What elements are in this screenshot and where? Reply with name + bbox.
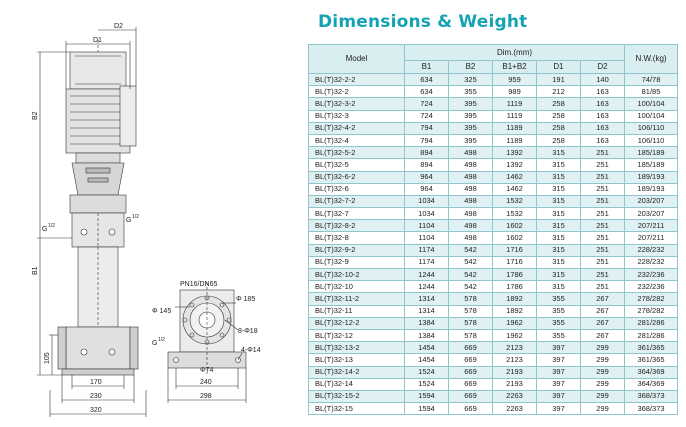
table-cell-nw: 228/232 — [625, 256, 678, 268]
table-cell-b1b2: 2263 — [493, 390, 537, 402]
table-cell-d1: 315 — [537, 208, 581, 220]
table-cell-model: BL(T)32-5 — [309, 159, 405, 171]
port-g-side-frac: 1/2 — [158, 337, 165, 343]
b2-column-header: B2 — [449, 61, 493, 74]
table-row — [309, 122, 678, 134]
table-cell-b2: 542 — [449, 269, 493, 281]
table-cell-b2: 578 — [449, 293, 493, 305]
table-cell-b2: 325 — [449, 74, 493, 86]
dim-b2-label: B2 — [32, 111, 39, 120]
table-cell-d1: 212 — [537, 86, 581, 98]
table-cell-nw: 232/236 — [625, 281, 678, 293]
table-cell-b1: 894 — [405, 159, 449, 171]
table-cell-d2: 140 — [581, 74, 625, 86]
model-column-header: Model — [309, 45, 405, 74]
table-cell-model: BL(T)32-9-2 — [309, 244, 405, 256]
table-cell-b2: 669 — [449, 390, 493, 402]
table-cell-model: BL(T)32-3 — [309, 110, 405, 122]
table-cell-b2: 542 — [449, 256, 493, 268]
table-cell-nw: 368/373 — [625, 390, 678, 402]
table-cell-nw: 100/104 — [625, 98, 678, 110]
table-cell-d2: 251 — [581, 232, 625, 244]
table-row — [309, 354, 678, 366]
table-cell-d1: 315 — [537, 183, 581, 195]
table-cell-d2: 251 — [581, 183, 625, 195]
table-cell-b1b2: 2123 — [493, 354, 537, 366]
table-cell-b2: 355 — [449, 86, 493, 98]
table-cell-model: BL(T)32-4 — [309, 134, 405, 146]
table-cell-b1: 1104 — [405, 220, 449, 232]
b1-column-header: B1 — [405, 61, 449, 74]
table-cell-b1: 1384 — [405, 317, 449, 329]
table-cell-nw: 207/211 — [625, 232, 678, 244]
table-cell-b2: 498 — [449, 195, 493, 207]
table-cell-nw: 185/189 — [625, 159, 678, 171]
table-cell-d2: 299 — [581, 354, 625, 366]
table-cell-b1b2: 1392 — [493, 147, 537, 159]
table-cell-model: BL(T)32-13-2 — [309, 342, 405, 354]
table-cell-b1b2: 1786 — [493, 281, 537, 293]
table-cell-nw: 364/369 — [625, 366, 678, 378]
table-cell-b1: 794 — [405, 134, 449, 146]
table-cell-d1: 397 — [537, 403, 581, 415]
table-row — [309, 244, 678, 256]
dimensions-weight-table — [308, 44, 678, 415]
table-cell-d1: 355 — [537, 305, 581, 317]
table-cell-nw: 232/236 — [625, 269, 678, 281]
table-cell-d1: 397 — [537, 378, 581, 390]
table-cell-nw: 368/373 — [625, 403, 678, 415]
table-cell-b1b2: 1892 — [493, 293, 537, 305]
table-cell-b1: 1174 — [405, 244, 449, 256]
table-cell-b1: 1104 — [405, 232, 449, 244]
table-cell-d2: 299 — [581, 342, 625, 354]
dim-d2-label: D2 — [114, 23, 123, 30]
table-body — [309, 74, 678, 415]
phi145-label: Φ 145 — [152, 308, 172, 315]
table-cell-nw: 106/110 — [625, 134, 678, 146]
table-cell-b1b2: 1532 — [493, 208, 537, 220]
table-cell-d1: 355 — [537, 329, 581, 341]
table-cell-b1b2: 989 — [493, 86, 537, 98]
table-cell-d1: 315 — [537, 159, 581, 171]
d2-column-header: D2 — [581, 61, 625, 74]
table-cell-b1: 1454 — [405, 354, 449, 366]
table-cell-b1b2: 1602 — [493, 220, 537, 232]
table-cell-b1: 634 — [405, 74, 449, 86]
table-cell-d2: 251 — [581, 171, 625, 183]
dim-group-header: Dim.(mm) — [405, 45, 625, 61]
table-row — [309, 305, 678, 317]
table-cell-b1b2: 1962 — [493, 317, 537, 329]
table-row — [309, 195, 678, 207]
table-row — [309, 74, 678, 86]
table-cell-model: BL(T)32-6-2 — [309, 171, 405, 183]
table-cell-d2: 251 — [581, 147, 625, 159]
table-cell-b2: 498 — [449, 183, 493, 195]
table-cell-model: BL(T)32-14 — [309, 378, 405, 390]
table-cell-b1: 724 — [405, 110, 449, 122]
table-cell-d1: 315 — [537, 171, 581, 183]
table-cell-b2: 578 — [449, 305, 493, 317]
table-cell-b2: 578 — [449, 329, 493, 341]
table-cell-d2: 299 — [581, 390, 625, 402]
dim-320-label: 320 — [90, 407, 102, 414]
table-cell-nw: 228/232 — [625, 244, 678, 256]
table-cell-model: BL(T)32-7 — [309, 208, 405, 220]
dim-230-label: 230 — [90, 393, 102, 400]
table-cell-d1: 315 — [537, 244, 581, 256]
table-cell-b1: 1524 — [405, 366, 449, 378]
dim-240-label: 240 — [200, 379, 212, 386]
table-cell-d2: 251 — [581, 220, 625, 232]
table-cell-b1: 1244 — [405, 281, 449, 293]
table-cell-model: BL(T)32-8 — [309, 232, 405, 244]
table-cell-d2: 251 — [581, 195, 625, 207]
port-g-right-label: G — [126, 217, 132, 224]
table-cell-b1b2: 1892 — [493, 305, 537, 317]
table-cell-b1b2: 1786 — [493, 269, 537, 281]
table-cell-d1: 315 — [537, 195, 581, 207]
table-cell-nw: 106/110 — [625, 122, 678, 134]
table-cell-nw: 185/189 — [625, 147, 678, 159]
table-row — [309, 86, 678, 98]
table-row — [309, 403, 678, 415]
table-cell-b2: 498 — [449, 171, 493, 183]
table-cell-b2: 498 — [449, 220, 493, 232]
table-cell-nw: 74/78 — [625, 74, 678, 86]
table-cell-nw: 189/193 — [625, 183, 678, 195]
table-cell-b2: 669 — [449, 366, 493, 378]
table-row — [309, 159, 678, 171]
table-cell-b1b2: 2123 — [493, 342, 537, 354]
table-row — [309, 390, 678, 402]
dim-170-label: 170 — [90, 379, 102, 386]
table-cell-b1b2: 1189 — [493, 122, 537, 134]
table-row — [309, 98, 678, 110]
table-cell-d1: 397 — [537, 366, 581, 378]
table-cell-d1: 258 — [537, 98, 581, 110]
table-cell-model: BL(T)32-11-2 — [309, 293, 405, 305]
dim-b1-label: B1 — [32, 266, 39, 275]
table-cell-d1: 258 — [537, 122, 581, 134]
table-cell-model: BL(T)32-15 — [309, 403, 405, 415]
table-cell-d2: 163 — [581, 134, 625, 146]
table-cell-model: BL(T)32-12-2 — [309, 317, 405, 329]
table-cell-model: BL(T)32-11 — [309, 305, 405, 317]
table-row — [309, 147, 678, 159]
table-cell-b2: 542 — [449, 244, 493, 256]
table-cell-b2: 395 — [449, 134, 493, 146]
table-cell-nw: 364/369 — [625, 378, 678, 390]
table-cell-nw: 203/207 — [625, 208, 678, 220]
table-cell-nw: 100/104 — [625, 110, 678, 122]
table-cell-d2: 251 — [581, 256, 625, 268]
table-cell-b2: 669 — [449, 403, 493, 415]
table-cell-d2: 251 — [581, 208, 625, 220]
table-cell-b1: 1314 — [405, 293, 449, 305]
table-cell-b1: 1244 — [405, 269, 449, 281]
table-cell-b1b2: 2193 — [493, 366, 537, 378]
table-cell-b1: 794 — [405, 122, 449, 134]
table-cell-d2: 267 — [581, 317, 625, 329]
table-cell-model: BL(T)32-7-2 — [309, 195, 405, 207]
table-cell-b1b2: 1716 — [493, 256, 537, 268]
table-cell-model: BL(T)32-4-2 — [309, 122, 405, 134]
table-cell-b1b2: 1119 — [493, 110, 537, 122]
table-cell-d2: 163 — [581, 86, 625, 98]
table-cell-d2: 163 — [581, 110, 625, 122]
table-cell-b1b2: 959 — [493, 74, 537, 86]
table-cell-d1: 397 — [537, 342, 581, 354]
table-cell-b1: 1314 — [405, 305, 449, 317]
table-row — [309, 110, 678, 122]
table-cell-model: BL(T)32-2 — [309, 86, 405, 98]
table-cell-nw: 207/211 — [625, 220, 678, 232]
table-cell-model: BL(T)32-10-2 — [309, 269, 405, 281]
flange-pn-label: PN16/DN65 — [180, 281, 218, 288]
table-cell-model: BL(T)32-2-2 — [309, 74, 405, 86]
table-cell-d1: 315 — [537, 220, 581, 232]
table-cell-b1b2: 1189 — [493, 134, 537, 146]
table-cell-d1: 258 — [537, 110, 581, 122]
table-cell-b1b2: 1392 — [493, 159, 537, 171]
table-cell-nw: 189/193 — [625, 171, 678, 183]
table-cell-model: BL(T)32-5-2 — [309, 147, 405, 159]
table-cell-nw: 281/286 — [625, 329, 678, 341]
table-cell-b2: 498 — [449, 208, 493, 220]
table-cell-d2: 267 — [581, 293, 625, 305]
table-row — [309, 329, 678, 341]
table-cell-d1: 315 — [537, 256, 581, 268]
table-cell-nw: 278/282 — [625, 293, 678, 305]
table-cell-d2: 251 — [581, 269, 625, 281]
table-row — [309, 208, 678, 220]
table-row — [309, 342, 678, 354]
table-cell-nw: 278/282 — [625, 305, 678, 317]
table-cell-d1: 355 — [537, 293, 581, 305]
phi74-label: Φ74 — [200, 367, 214, 374]
table-cell-b1: 1524 — [405, 378, 449, 390]
phi185-label: Φ 185 — [236, 296, 256, 303]
table-cell-b1: 1384 — [405, 329, 449, 341]
table-cell-d2: 267 — [581, 305, 625, 317]
table-row — [309, 171, 678, 183]
port-g-right-frac: 1/2 — [132, 214, 139, 220]
table-cell-model: BL(T)32-3-2 — [309, 98, 405, 110]
table-cell-d1: 315 — [537, 147, 581, 159]
table-cell-b1b2: 1462 — [493, 171, 537, 183]
dim-298-label: 298 — [200, 393, 212, 400]
table-cell-b1: 964 — [405, 183, 449, 195]
table-row — [309, 269, 678, 281]
table-row — [309, 256, 678, 268]
table-cell-b2: 669 — [449, 354, 493, 366]
table-cell-model: BL(T)32-9 — [309, 256, 405, 268]
table-cell-model: BL(T)32-12 — [309, 329, 405, 341]
table-cell-model: BL(T)32-6 — [309, 183, 405, 195]
table-cell-d1: 258 — [537, 134, 581, 146]
table-cell-b2: 498 — [449, 159, 493, 171]
table-cell-b1b2: 2263 — [493, 403, 537, 415]
table-cell-b1: 1594 — [405, 403, 449, 415]
table-row — [309, 220, 678, 232]
table-cell-d1: 315 — [537, 269, 581, 281]
table-cell-d2: 299 — [581, 366, 625, 378]
table-cell-nw: 281/286 — [625, 317, 678, 329]
table-cell-nw: 361/365 — [625, 354, 678, 366]
table-cell-model: BL(T)32-13 — [309, 354, 405, 366]
table-cell-b1: 1034 — [405, 195, 449, 207]
table-row — [309, 366, 678, 378]
table-cell-nw: 81/85 — [625, 86, 678, 98]
table-cell-b1b2: 1602 — [493, 232, 537, 244]
port-g-left-frac: 1/2 — [48, 223, 55, 229]
table-cell-b2: 395 — [449, 98, 493, 110]
dim-105-label: 105 — [44, 352, 51, 364]
b1b2-column-header: B1+B2 — [493, 61, 537, 74]
table-cell-d1: 315 — [537, 281, 581, 293]
table-cell-b1b2: 1462 — [493, 183, 537, 195]
table-cell-d2: 299 — [581, 403, 625, 415]
table-cell-b2: 395 — [449, 122, 493, 134]
table-cell-d2: 163 — [581, 122, 625, 134]
table-cell-b2: 578 — [449, 317, 493, 329]
table-cell-b1b2: 2193 — [493, 378, 537, 390]
table-row — [309, 134, 678, 146]
table-cell-b2: 669 — [449, 378, 493, 390]
table-cell-b2: 395 — [449, 110, 493, 122]
table-row — [309, 317, 678, 329]
table-cell-b1: 1174 — [405, 256, 449, 268]
port-g-side-label: G — [152, 340, 158, 347]
table-cell-b1b2: 1716 — [493, 244, 537, 256]
table-cell-b1: 1594 — [405, 390, 449, 402]
table-cell-nw: 203/207 — [625, 195, 678, 207]
bolts8-label: 8-Φ18 — [238, 328, 258, 335]
table-cell-d1: 397 — [537, 354, 581, 366]
d1-column-header: D1 — [537, 61, 581, 74]
pump-dimension-drawing — [0, 0, 300, 427]
table-cell-model: BL(T)32-15-2 — [309, 390, 405, 402]
table-row — [309, 378, 678, 390]
weight-column-header: N.W.(kg) — [625, 45, 678, 74]
table-cell-d1: 315 — [537, 232, 581, 244]
table-cell-b2: 669 — [449, 342, 493, 354]
table-cell-d2: 251 — [581, 281, 625, 293]
table-row — [309, 183, 678, 195]
table-row — [309, 232, 678, 244]
table-cell-d1: 191 — [537, 74, 581, 86]
table-row — [309, 293, 678, 305]
table-cell-b1: 634 — [405, 86, 449, 98]
table-row — [309, 281, 678, 293]
table-cell-d2: 251 — [581, 244, 625, 256]
table-cell-d2: 267 — [581, 329, 625, 341]
table-cell-model: BL(T)32-10 — [309, 281, 405, 293]
table-cell-b1b2: 1962 — [493, 329, 537, 341]
table-cell-b1b2: 1119 — [493, 98, 537, 110]
table-cell-b1: 724 — [405, 98, 449, 110]
table-cell-b1: 894 — [405, 147, 449, 159]
table-cell-b1: 1034 — [405, 208, 449, 220]
bolts4-label: 4-Φ14 — [241, 347, 261, 354]
table-cell-b1b2: 1532 — [493, 195, 537, 207]
table-cell-d2: 251 — [581, 159, 625, 171]
table-cell-model: BL(T)32-14-2 — [309, 366, 405, 378]
port-g-left-label: G — [42, 226, 48, 233]
table-cell-d1: 397 — [537, 390, 581, 402]
table-cell-d2: 299 — [581, 378, 625, 390]
table-cell-nw: 361/365 — [625, 342, 678, 354]
table-cell-b2: 498 — [449, 147, 493, 159]
table-cell-b1: 964 — [405, 171, 449, 183]
table-cell-b1: 1454 — [405, 342, 449, 354]
table-cell-d1: 355 — [537, 317, 581, 329]
section-title: Dimensions & Weight — [318, 12, 528, 32]
table-cell-b2: 542 — [449, 281, 493, 293]
dim-d1-label: D1 — [93, 37, 102, 44]
table-cell-b2: 498 — [449, 232, 493, 244]
table-cell-d2: 163 — [581, 98, 625, 110]
table-cell-model: BL(T)32-8-2 — [309, 220, 405, 232]
